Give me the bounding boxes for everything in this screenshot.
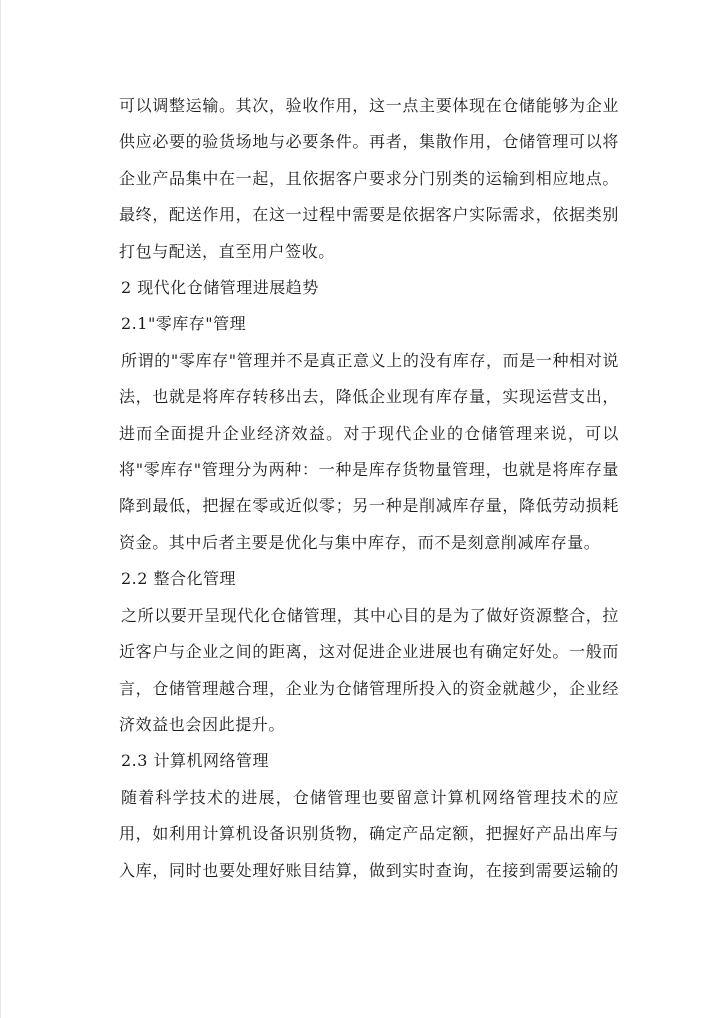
subsection-heading-integration: 2.2 整合化管理 xyxy=(121,569,237,589)
body-paragraph-functions: 可以调整运输。其次，验收作用，这一点主要体现在仓储能够为企业供应必要的验货场地与必要条件。再者，集散作用，仓储管理可以将企业产品集中在一起，且依据客户要求分门别类的运输到相应地点。最终，配送作用，在这一过程中需要是依据客户实际需求，依据类别打包与配送，直至用户签收。 xyxy=(119,96,619,261)
body-paragraph-integration: 之所以要开呈现代化仓储管理，其中心目的是为了做好资源整合，拉近客户与企业之间的距离，这对促进企业进展也有确定好处。一般而言，仓储管理越合理，企业为仓储管理所投入的资金就越少，企业经济效益也会因此提升。 xyxy=(119,605,620,734)
section-heading-trends: 2 现代化仓储管理进展趋势 xyxy=(121,278,319,298)
body-paragraph-network: 随着科学技术的进展，仓储管理也要留意计算机网络管理技术的应用，如利用计算机设备识别货物，确定产品定额，把握好产品出库与入库，同时也要处理好账目结算，做到实时查询，在接到需要运输的 xyxy=(119,787,619,880)
document-body xyxy=(119,88,619,889)
body-paragraph-zero-inventory: 所谓的"零库存"管理并不是真正意义上的没有库存，而是一种相对说法，也就是将库存转移出去，降低企业现有库存量，实现运营支出，进而全面提升企业经济效益。对于现代企业的仓储管理来说，可以将"零库存"管理分为两种：一种是库存货物量管理，也就是将库存量降到最低，把握在零或近似零；另一种是削减库存量，降低劳动损耗资金。其中后者主要是优化与集中库存，而不是刻意削减库存量。 xyxy=(119,350,619,552)
subsection-heading-zero-inventory: 2.1"零库存"管理 xyxy=(121,314,247,334)
subsection-heading-network: 2.3 计算机网络管理 xyxy=(121,751,270,771)
